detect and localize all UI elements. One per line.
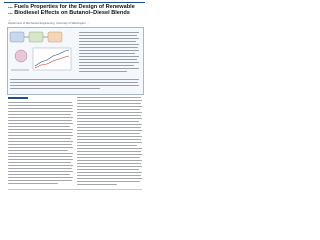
abstract-text-line xyxy=(79,53,135,54)
body-text-line xyxy=(8,162,71,163)
body-text-line xyxy=(8,117,73,118)
body-text-line xyxy=(8,171,73,172)
body-text-line xyxy=(77,181,140,182)
affiliation: Department of Mechanical Engineering, University of Washington, ... xyxy=(8,22,90,25)
body-text-line xyxy=(8,120,72,121)
body-text-line xyxy=(8,165,73,166)
body-text-line xyxy=(77,166,142,167)
body-text-line xyxy=(8,147,73,148)
body-text-line xyxy=(8,174,70,175)
body-text-line xyxy=(8,159,73,160)
body-text-line xyxy=(77,130,142,131)
body-text-line xyxy=(8,153,73,154)
body-text-line xyxy=(8,108,72,109)
body-text-line xyxy=(77,163,141,164)
graphic-box-1 xyxy=(10,32,24,42)
body-text-line xyxy=(77,97,141,98)
body-text-line xyxy=(8,114,71,115)
graphic-circle xyxy=(15,50,27,62)
paper-page xyxy=(0,0,149,198)
body-text-line xyxy=(8,150,68,151)
graphic-plot-frame xyxy=(33,48,71,70)
body-text-line xyxy=(8,126,70,127)
abstract-text-line xyxy=(79,71,127,72)
header-rule xyxy=(4,2,145,3)
abstract-text-line xyxy=(79,41,136,42)
abstract-text-line xyxy=(10,85,139,86)
abstract-text-line xyxy=(79,65,134,66)
body-text-line xyxy=(8,141,73,142)
body-text-line xyxy=(77,136,142,137)
graphic-box-3 xyxy=(48,32,62,42)
abstract-text-line xyxy=(79,47,138,48)
abstract-text-line xyxy=(79,68,139,69)
body-text-line xyxy=(77,118,142,119)
abstract-text-line xyxy=(79,50,139,51)
body-text-line xyxy=(77,175,141,176)
body-text-line xyxy=(8,105,73,106)
abstract-text-line xyxy=(10,82,138,83)
page-footer-rule xyxy=(8,189,142,196)
body-text-line xyxy=(77,139,141,140)
body-text-line xyxy=(77,133,140,134)
body-text-line xyxy=(77,121,139,122)
body-text-line xyxy=(8,144,72,145)
body-text-line xyxy=(8,138,71,139)
section-heading-bar xyxy=(8,97,28,99)
body-text-line xyxy=(8,177,73,178)
abstract-text-line xyxy=(79,35,137,36)
body-text-line xyxy=(77,112,142,113)
body-text-line xyxy=(8,156,72,157)
body-text-line xyxy=(8,123,73,124)
body-text-line xyxy=(77,142,142,143)
body-text-line xyxy=(77,160,142,161)
abstract-graphic xyxy=(9,30,75,76)
abstract-text-line xyxy=(79,56,139,57)
body-text-line xyxy=(77,172,142,173)
body-text-line xyxy=(77,115,141,116)
body-text-line xyxy=(77,106,142,107)
body-text-line xyxy=(77,148,142,149)
abstract-text-line xyxy=(79,44,139,45)
body-text-line xyxy=(8,111,73,112)
body-text-line xyxy=(77,178,142,179)
body-text-line xyxy=(8,129,73,130)
abstract-text-line xyxy=(79,32,139,33)
body-text-line xyxy=(8,180,72,181)
abstract-text-line xyxy=(79,62,139,63)
body-text-line xyxy=(77,184,117,185)
abstract-text-line xyxy=(10,79,139,80)
paper-title xyxy=(8,4,142,16)
body-text-line xyxy=(77,169,139,170)
body-text-line xyxy=(8,102,72,103)
body-text-line xyxy=(77,100,142,101)
body-text-line xyxy=(8,135,73,136)
abstract-text-line xyxy=(79,59,137,60)
body-text-line xyxy=(77,154,142,155)
body-text-line xyxy=(8,132,72,133)
abstract-text-line xyxy=(79,38,139,39)
body-text-line xyxy=(77,103,141,104)
body-text-line xyxy=(77,157,140,158)
body-text-line xyxy=(8,183,58,184)
abstract-text-line xyxy=(10,88,100,89)
author-list: ... xyxy=(8,18,11,22)
body-text-line xyxy=(8,168,72,169)
body-text-line xyxy=(77,127,141,128)
body-text-line xyxy=(77,151,141,152)
body-text-line xyxy=(77,145,137,146)
body-text-line xyxy=(77,109,140,110)
title-line-2: ... Biodiesel Effects on Butanol–Diesel Blends xyxy=(8,10,130,17)
body-text-line xyxy=(77,124,142,125)
graphic-box-2 xyxy=(29,32,43,42)
title-line-1: ... Fuels Properties for the Design of Renewable xyxy=(8,4,135,10)
